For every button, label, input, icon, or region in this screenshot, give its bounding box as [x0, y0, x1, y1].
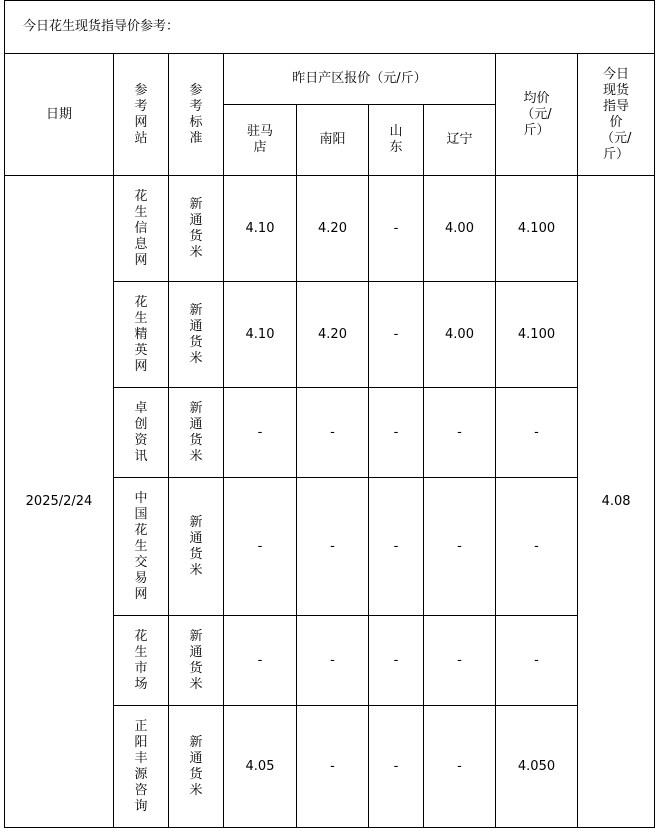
price-cell: - [424, 478, 496, 616]
avg-cell: - [496, 388, 578, 478]
header-date: 日期 [5, 54, 114, 176]
price-cell: 4.10 [224, 176, 297, 282]
avg-cell: 4.100 [496, 282, 578, 388]
header-region-liaoning: 辽宁 [424, 105, 496, 176]
price-cell: - [297, 478, 369, 616]
price-cell: - [369, 388, 424, 478]
avg-cell: 4.100 [496, 176, 578, 282]
price-cell: - [224, 616, 297, 706]
price-cell: - [369, 176, 424, 282]
table-row [5, 176, 655, 282]
header-guide: 今日现货指导价（元/斤） [578, 54, 655, 176]
avg-cell: - [496, 616, 578, 706]
standard-cell: 新通货米 [169, 282, 224, 388]
site-cell: 花生精英网 [114, 282, 169, 388]
site-cell: 正阳丰源咨询 [114, 706, 169, 828]
standard-cell: 新通货米 [169, 616, 224, 706]
price-cell: 4.00 [424, 282, 496, 388]
price-cell: - [369, 616, 424, 706]
price-cell: - [369, 478, 424, 616]
price-cell: - [224, 388, 297, 478]
price-cell: - [224, 478, 297, 616]
avg-cell: 4.050 [496, 706, 578, 828]
price-cell: - [369, 706, 424, 828]
avg-cell: - [496, 478, 578, 616]
header-avg: 均价（元/斤） [496, 54, 578, 176]
price-cell: 4.05 [224, 706, 297, 828]
price-table [4, 0, 655, 828]
site-cell: 花生信息网 [114, 176, 169, 282]
price-cell: - [424, 388, 496, 478]
site-cell: 中国花生交易网 [114, 478, 169, 616]
price-cell: 4.20 [297, 282, 369, 388]
price-cell: 4.10 [224, 282, 297, 388]
price-cell: - [297, 388, 369, 478]
header-standard: 参考标准 [169, 54, 224, 176]
header-site: 参考网站 [114, 54, 169, 176]
header-price-group: 昨日产区报价（元/斤） [224, 54, 496, 105]
header-region-shandong: 山东 [369, 105, 424, 176]
standard-cell: 新通货米 [169, 176, 224, 282]
header-region-nanyang: 南阳 [297, 105, 369, 176]
date-cell: 2025/2/24 [5, 176, 114, 828]
site-cell: 花生市场 [114, 616, 169, 706]
guide-price-cell: 4.08 [578, 176, 655, 828]
table-title: 今日花生现货指导价参考： [5, 1, 655, 54]
price-cell: - [424, 706, 496, 828]
price-cell: - [297, 706, 369, 828]
price-cell: - [424, 616, 496, 706]
header-region-zhumadian: 驻马店 [224, 105, 297, 176]
price-cell: - [297, 616, 369, 706]
site-cell: 卓创资讯 [114, 388, 169, 478]
standard-cell: 新通货米 [169, 706, 224, 828]
price-cell: 4.00 [424, 176, 496, 282]
standard-cell: 新通货米 [169, 478, 224, 616]
price-cell: 4.20 [297, 176, 369, 282]
standard-cell: 新通货米 [169, 388, 224, 478]
price-cell: - [369, 282, 424, 388]
